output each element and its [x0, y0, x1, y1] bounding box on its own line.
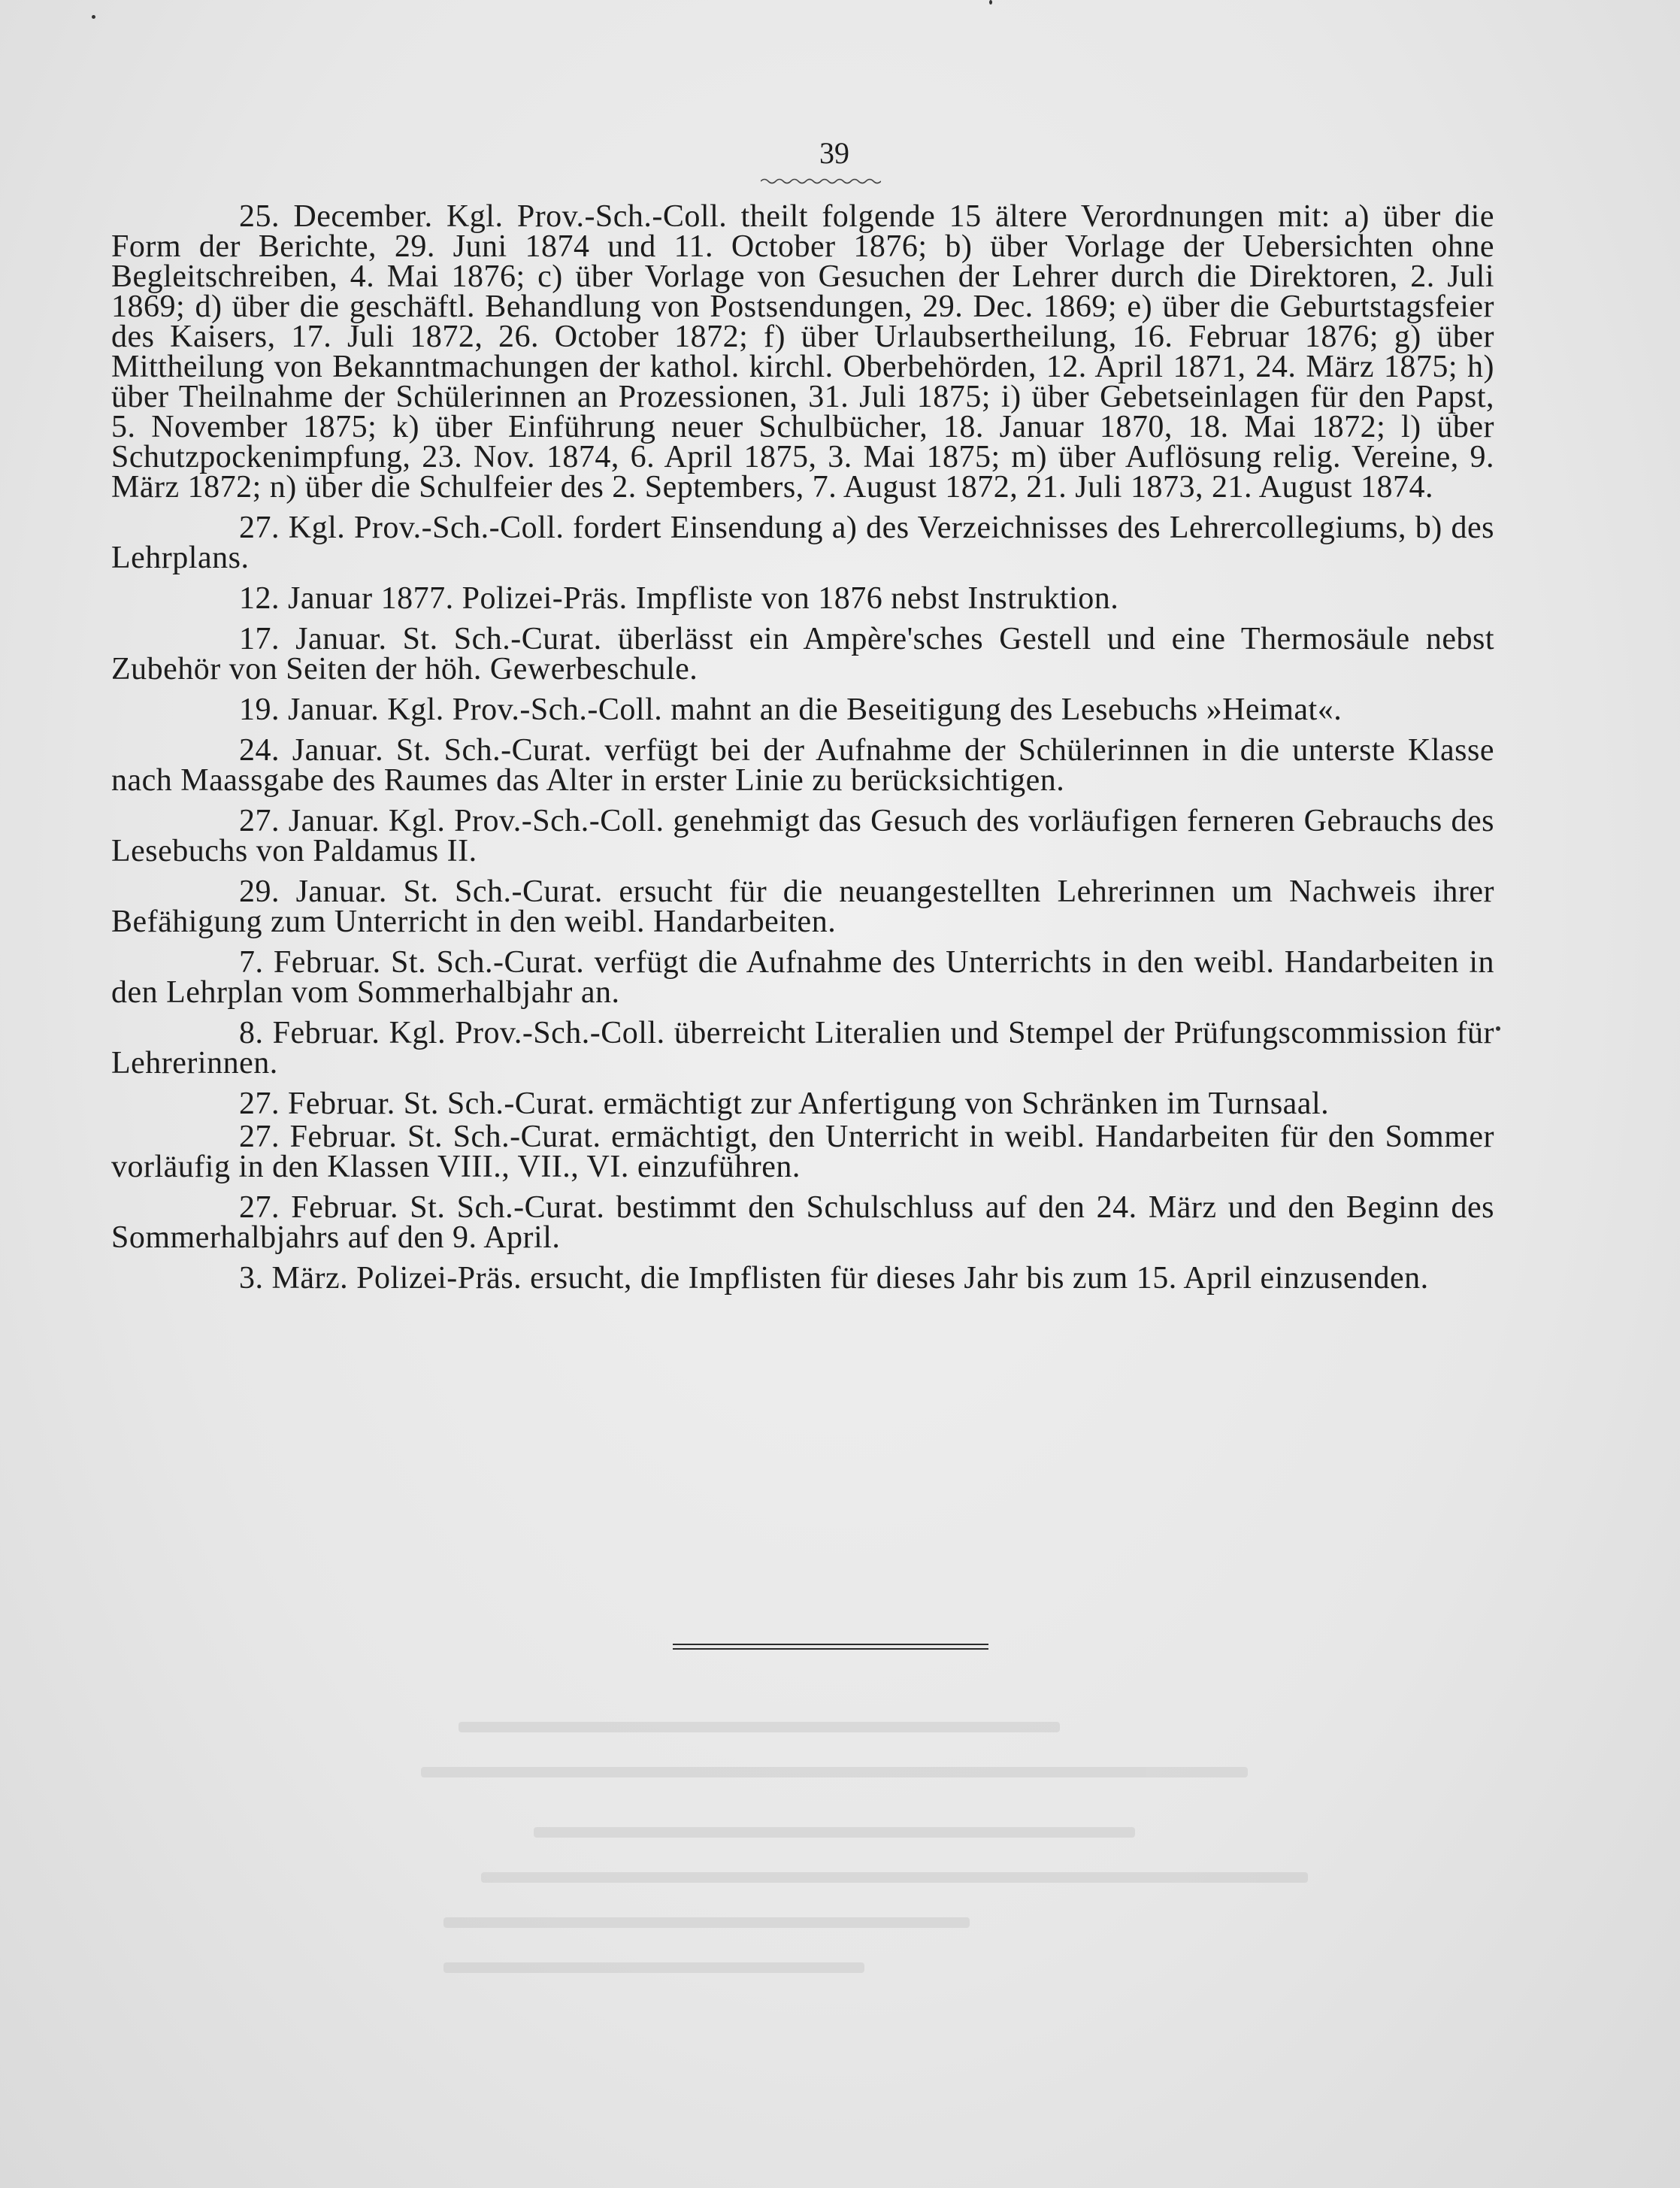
- entry-14: 3. März. Polizei-Präs. ersucht, die Impflisten für dieses Jahr bis zum 15. April einzusenden.: [239, 1261, 1429, 1296]
- entry-11: 27. Februar. St. Sch.-Curat. ermächtigt zur Anfertigung von Schränken im Turnsaal.: [239, 1086, 1330, 1121]
- bleed-through-shadow: [421, 1714, 1473, 2015]
- entry-2: 27. Kgl. Prov.-Sch.-Coll. fordert Einsendung a) des Verzeichnisses des Lehrercollegiums, b) des Lehrplans.: [111, 511, 1494, 575]
- entry-6: 24. Januar. St. Sch.-Curat. verfügt bei der Aufnahme der Schülerinnen in die unterste Klasse nach Maassgabe des Raumes das Alter in erster Linie zu berücksichtigen.: [111, 733, 1494, 798]
- entry-1: 25. December. Kgl. Prov.-Sch.-Coll. theilt folgende 15 ältere Verordnungen mit: a) über die Form der Berichte, 29. Juni 1874 und 11. October 1876; b) über Vorlage der Uebersichten ohne Begleitschreiben, 4. Mai 1876; c) über Vorlage von Gesuchen der Lehrer durch die Direktoren, 2. Juli 1869; d) über die geschäftl. Behandlung von Postsendungen, 29. Dec. 1869; e) über die Geburtstagsfeier des Kaisers, 17. Juli 1872, 26. October 1872; f) über Urlaubsertheilung, 16. Februar 1876; g) über Mittheilung von Bekanntmachungen der kathol. kirchl. Oberbehörden, 12. April 1871, 24. März 1875; h) über Theilnahme der Schülerinnen an Prozessionen, 31. Juli 1875; i) über Gebetseinlagen für den Papst, 5. November 1875; k) über Einführung neuer Schulbücher, 18. Januar 1870, 18. Mai 1872; l) über Schutzpockenimpfung, 23. Nov. 1874, 6. April 1875, 3. Mai 1875; m) über Auflösung relig. Vereine, 9. März 1872; n) über die Schulfeier des 2. Septembers, 7. August 1872, 21. Juli 1873, 21. August 1874.: [111, 199, 1494, 505]
- entry-4: 17. Januar. St. Sch.-Curat. überlässt ein Ampère'sches Gestell und eine Thermosäule nebst Zubehör von Seiten der höh. Gewerbeschule.: [111, 622, 1494, 686]
- section-divider: [673, 1644, 988, 1650]
- entry-10: 8. Februar. Kgl. Prov.-Sch.-Coll. überreicht Literalien und Stempel der Prüfungscommission für Lehrerinnen.: [111, 1016, 1494, 1080]
- ornament-wave: [761, 177, 881, 185]
- paper-speck: [989, 0, 992, 5]
- paper-speck: [92, 15, 95, 19]
- document-body: [111, 199, 1494, 1304]
- entry-7: 27. Januar. Kgl. Prov.-Sch.-Coll. genehmigt das Gesuch des vorläufigen ferneren Gebrauchs des Lesebuchs von Paldamus II.: [111, 804, 1494, 868]
- entry-5: 19. Januar. Kgl. Prov.-Sch.-Coll. mahnt an die Beseitigung des Lesebuchs »Heimat«.: [239, 692, 1342, 727]
- paper-speck: [1496, 1026, 1500, 1031]
- entry-13: 27. Februar. St. Sch.-Curat. bestimmt den Schulschluss auf den 24. März und den Beginn des Sommerhalbjahrs auf den 9. April.: [111, 1190, 1494, 1255]
- page-number: 39: [819, 136, 849, 170]
- entry-12: 27. Februar. St. Sch.-Curat. ermächtigt, den Unterricht in weibl. Handarbeiten für den Sommer vorläufig in den Klassen VIII., VII., VI. einzuführen.: [111, 1120, 1494, 1184]
- entry-3: 12. Januar 1877. Polizei-Präs. Impfliste von 1876 nebst Instruktion.: [239, 581, 1119, 616]
- entry-9: 7. Februar. St. Sch.-Curat. verfügt die Aufnahme des Unterrichts in den weibl. Handarbeiten in den Lehrplan vom Sommerhalbjahr an.: [111, 945, 1494, 1010]
- entry-8: 29. Januar. St. Sch.-Curat. ersucht für die neuangestellten Lehrerinnen um Nachweis ihrer Befähigung zum Unterricht in den weibl. Handarbeiten.: [111, 874, 1494, 939]
